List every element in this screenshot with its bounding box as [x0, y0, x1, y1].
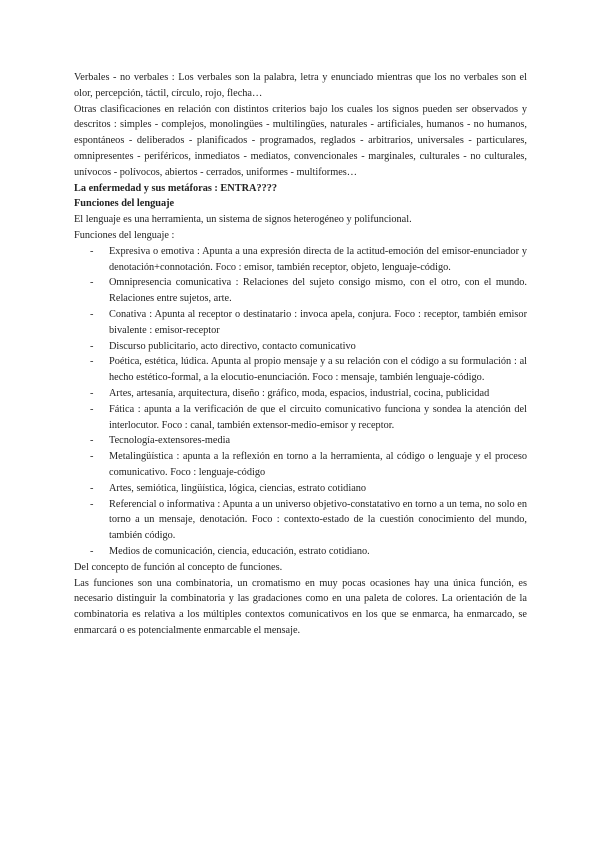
- section-heading-funciones: Funciones del lenguaje: [74, 198, 175, 210]
- list-item: - Conativa : Apunta al receptor o destinatario : invoca apela, conjura. Foco : receptor, también emisor bivalente : emisor-receptor: [90, 307, 527, 339]
- list-title: Funciones del lenguaje :: [74, 229, 175, 241]
- list-item: - Discurso publicitario, acto directivo, contacto comunicativo: [90, 339, 527, 355]
- intro-paragraph-verbales: Verbales - no verbales : Los verbales son la palabra, letra y enunciado mientras que los no verbales son el olor, percepción, táctil, círculo, rojo, flecha…: [74, 72, 527, 99]
- intro-paragraph-clasificaciones: Otras clasificaciones en relación con distintos criterios bajo los cuales los signos pueden ser observados y descritos : simples - complejos, monolingües - multilingües, naturales - artificiales, humanos - no humanos, espontáneos - deliberados - planificados - programados, reglados - arbitrarios, universales - particulares, omnipresentes - periféricos, inmediatos - mediatos, convencionales - marginales, culturales - no culturales, unívocos - polívocos, abiertos - cerrados, uniformes - multiformes…: [74, 103, 527, 178]
- list-item: - Tecnología-extensores-media: [90, 433, 527, 449]
- functions-list: [74, 244, 527, 560]
- list-item: - Fática : apunta a la verificación de que el circuito comunicativo funciona y sondea la atención del interlocutor. Foco : canal, también extensor-medio-emisor y receptor.: [90, 402, 527, 434]
- definition-paragraph: El lenguaje es una herramienta, un sistema de signos heterogéneo y polifuncional.: [74, 214, 412, 226]
- list-item: - Artes, artesanía, arquitectura, diseño : gráfico, moda, espacios, industrial, cocina, publicidad: [90, 386, 527, 402]
- list-item: - Metalingüística : apunta a la reflexión en torno a la herramienta, al código o lenguaje y el proceso comunicativo. Foco : lenguaje-código: [90, 449, 527, 481]
- list-item: - Expresiva o emotiva : Apunta a una expresión directa de la actitud-emoción del emisor-enunciador y denotación+connotación. Foco : emisor, también receptor, objeto, lenguaje-código.: [90, 244, 527, 276]
- list-item: - Medios de comunicación, ciencia, educación, estrato cotidiano.: [90, 544, 527, 560]
- list-item: - Artes, semiótica, lingüística, lógica, ciencias, estrato cotidiano: [90, 481, 527, 497]
- document-body: [74, 70, 527, 639]
- section-heading-enfermedad: La enfermedad y sus metáforas : ENTRA????: [74, 182, 278, 194]
- list-item: - Referencial o informativa : Apunta a un universo objetivo-constatativo en torno a un tema, no solo en torno a un mensaje, denotación. Foco : contexto-estado de la cuestión conocimiento del mundo, también código.: [90, 497, 527, 544]
- closing-paragraph: Las funciones son una combinatoria, un cromatismo en muy pocas ocasiones hay una única función, es necesario distinguir la combinatoria y las gradaciones como en una paleta de colores. La orientación de la combinatoria es relativa a los múltiples contextos comunicativos en los que se enmarca, ha enmarcado, se enmarcará o es potencialmente enmarcable el mensaje.: [74, 577, 527, 636]
- list-item: - Poética, estética, lúdica. Apunta al propio mensaje y a su relación con el código a su formulación : al hecho estético-formal, a la elocutio-enunciación. Foco : mensaje, también lenguaje-código.: [90, 354, 527, 386]
- concept-title: Del concepto de función al concepto de funciones.: [74, 561, 283, 573]
- list-item: - Omnipresencia comunicativa : Relaciones del sujeto consigo mismo, con el otro, con el mundo. Relaciones entre sujetos, arte.: [90, 275, 527, 307]
